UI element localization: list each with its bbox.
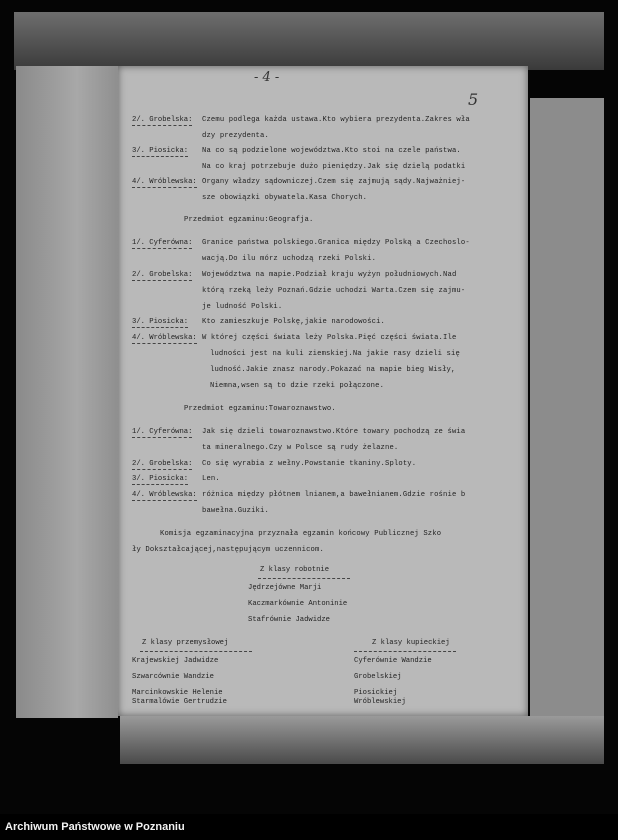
student-name: Stafrównie Jadwidze bbox=[248, 616, 330, 624]
row-text: Len. bbox=[202, 475, 220, 483]
row-text: W której części świata leży Polska.Pięć części świata.Ile bbox=[202, 334, 457, 342]
page-number-top: - 4 - bbox=[254, 70, 280, 85]
student-name: Kaczmarkównie Antoninie bbox=[248, 600, 348, 608]
row-label: 2/. Grobelska: bbox=[132, 271, 193, 279]
page-number-corner: 5 bbox=[468, 90, 479, 109]
row-text: ludności jest na kuli ziemskiej.Na jakie rasy dzieli się bbox=[210, 350, 460, 358]
row-text: Granice państwa polskiego.Granica między Polską a Czechoslo- bbox=[202, 239, 470, 247]
student-name: Starmalówie Gertrudzie bbox=[132, 698, 227, 706]
row-text: Co się wyrabia z wełny.Powstanie tkaniny.Sploty. bbox=[202, 460, 417, 468]
divider bbox=[354, 651, 456, 652]
row-label: 3/. Piosicka: bbox=[132, 318, 189, 326]
row-text: Organy władzy sądowniczej.Czem się zajmują sądy.Najważniej- bbox=[202, 178, 466, 186]
divider bbox=[140, 651, 252, 652]
student-name: Cyferównie Wandzie bbox=[354, 657, 432, 665]
row-text: dzy prezydenta. bbox=[202, 132, 269, 140]
student-name: Jędrzejówne Marji bbox=[248, 584, 322, 592]
class-przemyslowa-title: Z klasy przemysłowej bbox=[142, 639, 229, 647]
section-heading-towaroznawstwo: Przedmiot egzaminu:Towaroznawstwo. bbox=[184, 405, 336, 413]
row-text: bawełna.Guziki. bbox=[202, 507, 269, 515]
class-kupiecka-title: Z klasy kupieckiej bbox=[372, 639, 450, 647]
student-name: Piosickiej bbox=[354, 689, 398, 697]
row-text: ta mineralnego.Czy w Polsce są rudy żelazne. bbox=[202, 444, 399, 452]
scan-bottom-edge bbox=[120, 716, 604, 764]
row-label: 2/. Grobelska: bbox=[132, 116, 193, 124]
row-label: 4/. Wróblewska: bbox=[132, 334, 197, 342]
row-text: Na co są podzielone województwa.Kto stoi na czele państwa. bbox=[202, 147, 461, 155]
row-label: 3/. Piosicka: bbox=[132, 147, 189, 155]
row-text: Niemna,wsen są to dzie rzeki połączone. bbox=[210, 382, 385, 390]
row-text: wacją.Do ilu mórz uchodzą rzeki Polski. bbox=[202, 255, 377, 263]
row-label: 1/. Cyferówna: bbox=[132, 428, 193, 436]
row-text: Województwa na mapie.Podział kraju wyżyn południowych.Nad bbox=[202, 271, 457, 279]
row-text: ludność.Jakie znasz narody.Pokazać na mapie bieg Wisły, bbox=[210, 366, 456, 374]
document-page bbox=[118, 66, 528, 716]
student-name: Grobelskiej bbox=[354, 673, 402, 681]
student-name: Szwarcównie Wandzie bbox=[132, 673, 214, 681]
row-label: 2/. Grobelska: bbox=[132, 460, 193, 468]
scan-top-strip bbox=[14, 12, 604, 70]
row-text: Czemu podlega każda ustawa.Kto wybiera prezydenta.Zakres wła bbox=[202, 116, 470, 124]
student-name: Krajewskiej Jadwidze bbox=[132, 657, 219, 665]
row-label: 3/. Piosicka: bbox=[132, 475, 189, 483]
row-text: którą rzeką leży Poznań.Gdzie uchodzi Warta.Czem się zajmu- bbox=[202, 287, 466, 295]
closing-paragraph-line: ły Dokształcającej,następującym uczennicom. bbox=[132, 546, 324, 554]
row-text: Jak się dzieli towaroznawstwo.Które towary pochodzą ze świa bbox=[202, 428, 466, 436]
archive-footer-caption: Archiwum Państwowe w Poznaniu bbox=[0, 814, 618, 840]
row-label: 1/. Cyferówna: bbox=[132, 239, 193, 247]
scan-left-page-edge bbox=[16, 66, 118, 718]
student-name: Marcinkowskie Helenie bbox=[132, 689, 223, 697]
class-robotnie-title: Z klasy robotnie bbox=[260, 566, 330, 574]
student-name: Wróblewskiej bbox=[354, 698, 406, 706]
row-text: sze obowiązki obywatela.Kasa Chorych. bbox=[202, 194, 368, 202]
row-text: różnica między płótnem lnianem,a bawełnianem.Gdzie rośnie b bbox=[202, 491, 466, 499]
row-text: je ludność Polski. bbox=[202, 303, 283, 311]
row-label: 4/. Wróblewska: bbox=[132, 491, 197, 499]
closing-paragraph-line: Komisja egzaminacyjna przyznała egzamin końcowy Publicznej Szko bbox=[160, 530, 442, 538]
row-text: Kto zamieszkuje Polskę,jakie narodowości. bbox=[202, 318, 385, 326]
row-text: Na co kraj potrzebuje dużo pieniędzy.Jak się dzielą podatki bbox=[202, 163, 466, 171]
section-heading-geography: Przedmiot egzaminu:Geografja. bbox=[184, 216, 314, 224]
scan-right-page-edge bbox=[530, 98, 604, 758]
divider bbox=[258, 578, 350, 579]
row-label: 4/. Wróblewska: bbox=[132, 178, 197, 186]
